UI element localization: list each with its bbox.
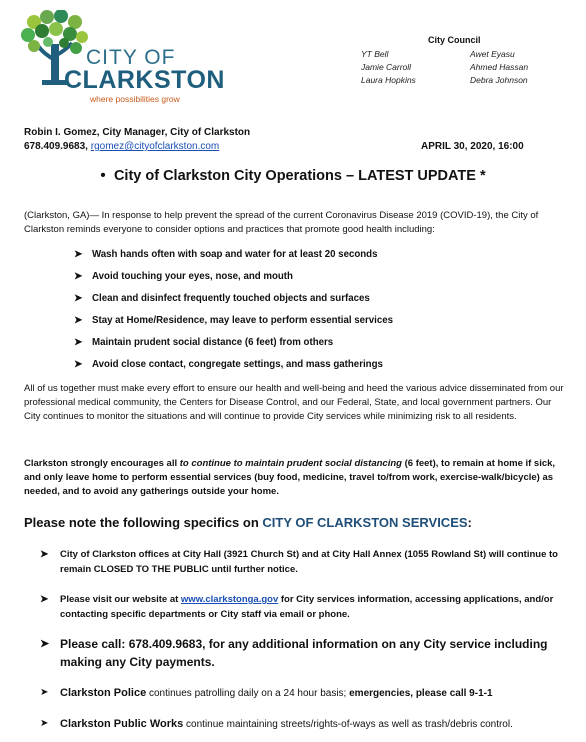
police-label: Clarkston Police xyxy=(60,687,147,699)
arrowhead-bullet-icon: ➤ xyxy=(40,718,49,729)
council-member: Laura Hopkins xyxy=(361,75,416,85)
council-member: Ahmed Hassan xyxy=(470,62,529,72)
arrowhead-bullet-icon: ➤ xyxy=(40,549,49,560)
list-item-text: Maintain prudent social distance (6 feet) from others xyxy=(92,337,334,348)
list-item xyxy=(74,293,370,304)
list-item xyxy=(74,337,333,348)
council-title: City Council xyxy=(428,35,481,45)
service-text: Please call: 678.409.9683, for any additional information on any City service including making any City payments. xyxy=(60,637,548,669)
list-item-text: Clean and disinfect frequently touched objects and surfaces xyxy=(92,293,370,304)
arrowhead-bullet-icon: ➤ xyxy=(40,638,50,650)
intro-paragraph: (Clarkston, GA)— In response to help prevent the spread of the current Coronavirus Disease 2019 (COVID-19), the City of Clarkston reminds everyone to consider options and practices that promote good health including: xyxy=(24,210,539,235)
arrowhead-bullet-icon: ➤ xyxy=(40,687,49,698)
page-title xyxy=(0,167,586,184)
author-line: Robin I. Gomez, City Manager, City of Clarkston xyxy=(24,127,251,138)
services-heading-text: Please note the following specifics on xyxy=(24,515,263,530)
list-item-text: Avoid touching your eyes, nose, and mouth xyxy=(92,271,293,282)
arrowhead-bullet-icon: ➤ xyxy=(74,315,83,326)
author-email-link[interactable]: rgomez@cityofclarkston.com xyxy=(90,141,220,152)
list-item-text: Stay at Home/Residence, may leave to perform essential services xyxy=(92,315,393,326)
arrowhead-bullet-icon: ➤ xyxy=(74,271,83,282)
service-text xyxy=(60,592,570,622)
website-link[interactable]: www.clarkstonga.gov xyxy=(180,594,279,605)
services-heading xyxy=(24,515,472,530)
list-item xyxy=(74,359,383,370)
distancing-paragraph xyxy=(24,457,569,499)
list-item-text: Avoid close contact, congregate settings, and mass gatherings xyxy=(92,359,383,370)
distancing-text-c: (6 feet), to remain at home if sick, and only leave home to perform essential services (buy food, medicine, travel to/from work, exercise-walk/bicycle) as needed, and to avoid any gatherings outside your home. xyxy=(24,458,556,497)
website-text-a: Please visit our website at xyxy=(60,594,181,605)
bullet-dot-icon: • xyxy=(100,167,114,184)
arrowhead-bullet-icon: ➤ xyxy=(74,249,83,260)
city-logo xyxy=(20,10,225,104)
list-item xyxy=(74,249,377,260)
service-text: City of Clarkston offices at City Hall (3921 Church St) and at City Hall Annex (1055 Rowland St) will continue to remain CLOSED TO THE PUBLIC until further notice. xyxy=(60,549,558,575)
release-date: APRIL 30, 2020, 16:00 xyxy=(421,141,524,152)
arrowhead-bullet-icon: ➤ xyxy=(40,594,49,605)
council-member: Debra Johnson xyxy=(470,75,528,85)
council-member: Awet Eyasu xyxy=(470,49,515,59)
page-title-text: City of Clarkston City Operations – LATEST UPDATE * xyxy=(113,168,486,184)
contact-line xyxy=(24,141,219,152)
public-works-text: continue maintaining streets/rights-of-ways as well as trash/debris control. xyxy=(183,719,513,730)
services-heading-colon: : xyxy=(467,515,472,530)
distancing-text-a: Clarkston strongly encourages all xyxy=(24,458,180,469)
logo-clarkston: CLARKSTON xyxy=(64,66,225,94)
service-text xyxy=(60,685,570,702)
logo-tagline: where possibilities grow xyxy=(90,94,180,104)
list-item xyxy=(74,271,293,282)
police-emergency: emergencies, please call 9-1-1 xyxy=(349,688,493,699)
arrowhead-bullet-icon: ➤ xyxy=(74,359,83,370)
distancing-text-emphasis: to continue to maintain prudent social distancing xyxy=(179,458,402,469)
website-text-b: for City services information, accessing applications, and/or contacting specific departments or City staff via email or phone. xyxy=(60,594,554,620)
service-text xyxy=(60,716,570,733)
list-item-text: Wash hands often with soap and water for at least 20 seconds xyxy=(92,249,378,260)
logo-city-of: CITY OF xyxy=(86,46,176,69)
advice-paragraph: All of us together must make every effort to ensure our health and well-being and heed the various advice disseminated from our professional medical community, the Centers for Disease Control, and our Federal, State, and local government partners. Our City continues to monitor the situations and will continue to provide City services while minimizing risk to all residents. xyxy=(24,383,564,422)
public-works-label: Clarkston Public Works xyxy=(60,718,184,730)
arrowhead-bullet-icon: ➤ xyxy=(74,337,83,348)
council-member: Jamie Carroll xyxy=(361,62,412,72)
arrowhead-bullet-icon: ➤ xyxy=(74,293,83,304)
author-phone: 678.409.9683, xyxy=(24,141,91,152)
services-heading-accent: CITY OF CLARKSTON SERVICES xyxy=(262,515,468,530)
police-text: continues patrolling daily on a 24 hour basis; xyxy=(146,688,350,699)
list-item xyxy=(74,315,393,326)
council-member: YT Bell xyxy=(361,49,389,59)
